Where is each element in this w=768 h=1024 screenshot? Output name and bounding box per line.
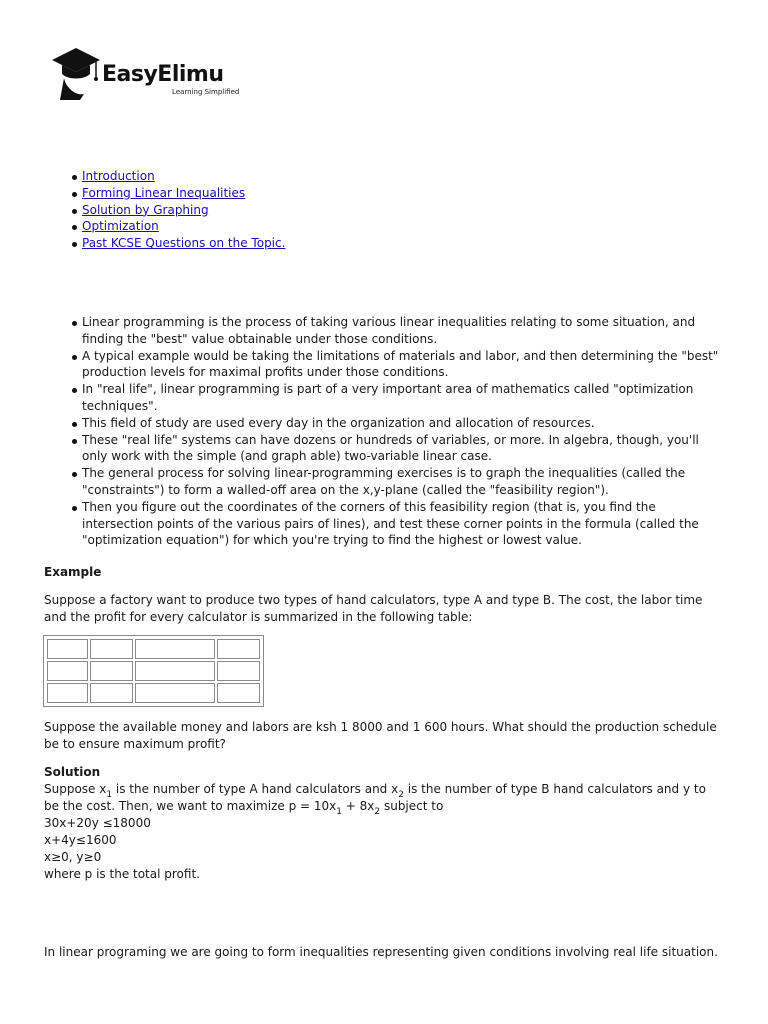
example-question: Suppose the available money and labors are ksh 1 8000 and 1 600 hours. What should the production schedule be to ensure maximum profit?: [44, 720, 717, 751]
toc-item: [44, 185, 724, 202]
table-cell: [47, 661, 88, 681]
list-item: Then you figure out the coordinates of the corners of this feasibility region (that is, you find the intersection points of the various pairs of lines), and test these corner points in the formula (called the "optimization equation") for which you're trying to find the highest or lowest value.: [44, 499, 726, 549]
toc-item: [44, 218, 724, 235]
constraint-cost: 30x+20y ≤18000: [44, 816, 151, 830]
table-cell: [90, 639, 133, 659]
list-item: In "real life", linear programming is part of a very important area of mathematics called "optimization techniques".: [44, 381, 726, 415]
constraint-labor: x+4y≤1600: [44, 833, 117, 847]
toc-link-solution-by-graphing[interactable]: Solution by Graphing: [82, 202, 209, 217]
table-row: [47, 661, 260, 681]
toc-item: [44, 235, 724, 252]
table-row: [47, 639, 260, 659]
table-cell: [135, 683, 215, 703]
table-cell: [90, 661, 133, 681]
toc-item: [44, 168, 724, 185]
solution-statement: Suppose $x_1$ is the number of type A hand calculators and $x_2$ is the number of type B hand calculators and y to be the cost. Then, we want to maximize $p = 10x_1 + 8x_2$ subject to: [44, 782, 706, 817]
list-item: These "real life" systems can have dozens or hundreds of variables, or more. In algebra, though, you'll only work with the simple (and graph able) two-variable linear case.: [44, 432, 726, 466]
logo-wordmark: EasyElimu: [102, 62, 224, 87]
example-intro: Suppose a factory want to produce two types of hand calculators, type A and type B. The cost, the labor time and the profit for every calculator is summarized in the following table:: [44, 593, 703, 624]
logo-tagline: Learning Simplified: [172, 88, 240, 96]
calculator-table: [43, 635, 264, 707]
table-cell: [135, 661, 215, 681]
table-cell: [47, 683, 88, 703]
solution-heading: Solution: [44, 765, 101, 779]
table-cell: [47, 639, 88, 659]
table-row: [47, 683, 260, 703]
table-cell: [217, 661, 260, 681]
table-cell: [135, 639, 215, 659]
easyelimu-logo[interactable]: [50, 44, 250, 100]
list-item: This field of study are used every day in the organization and allocation of resources.: [44, 415, 726, 432]
constraint-nonnegative: x≥0, y≥0: [44, 850, 102, 864]
graduation-cap-icon: [50, 44, 110, 100]
toc-link-introduction[interactable]: Introduction: [82, 169, 155, 183]
table-cell: [217, 639, 260, 659]
toc-item: [44, 202, 724, 219]
profit-note: where p is the total profit.: [44, 867, 200, 881]
intro-bullet-list: [44, 314, 726, 549]
table-of-contents: [44, 168, 724, 252]
toc-link-optimization[interactable]: Optimization: [82, 219, 159, 234]
table-cell: [90, 683, 133, 703]
list-item: The general process for solving linear-programming exercises is to graph the inequalities (called the "constraints") to form a walled-off area on the x,y-plane (called the "feasibility region").: [44, 465, 726, 499]
closing-paragraph: In linear programing we are going to form inequalities representing given conditions involving real life situation.: [44, 945, 718, 959]
table-cell: [217, 683, 260, 703]
list-item: A typical example would be taking the limitations of materials and labor, and then determining the "best" production levels for maximal profits under those conditions.: [44, 348, 726, 382]
example-heading: Example: [44, 565, 102, 579]
toc-link-forming-linear-inequalities[interactable]: Forming Linear Inequalities: [82, 185, 246, 200]
toc-link-past-kcse-questions[interactable]: Past KCSE Questions on the Topic.: [82, 236, 286, 251]
list-item: Linear programming is the process of taking various linear inequalities relating to some situation, and finding the "best" value obtainable under those conditions.: [44, 314, 726, 348]
